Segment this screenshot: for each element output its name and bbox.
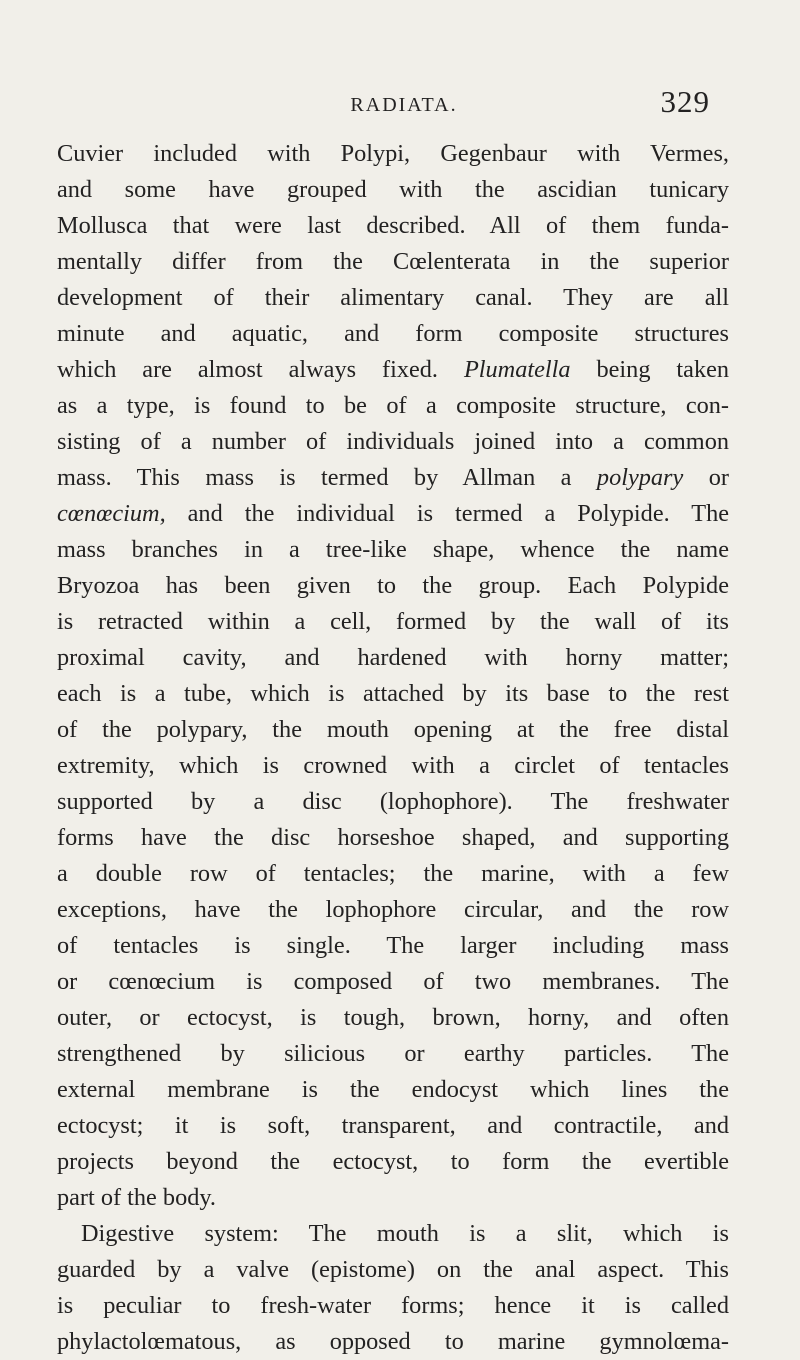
text-line: mentally differ from the Cœlenterata in the superior: [57, 248, 729, 275]
text-segment: being taken: [596, 356, 730, 383]
text-line: part of the body.: [57, 1184, 217, 1211]
text-line: is retracted within a cell, formed by the wall of its: [57, 608, 729, 635]
text-line: forms have the disc horseshoe shaped, and supporting: [57, 824, 729, 851]
text-line: of tentacles is single. The larger including mass: [57, 932, 729, 959]
text-line: ectocyst; it is soft, transparent, and contractile, and: [57, 1112, 729, 1139]
text-line: a double row of tentacles; the marine, with a few: [57, 860, 729, 887]
text-segment: or: [708, 464, 729, 491]
text-line: as a type, is found to be of a composite structure, con-: [57, 392, 729, 419]
page-number: 329: [660, 84, 710, 119]
text-line: mass branches in a tree-like shape, whence the name: [57, 536, 729, 563]
text-line: strengthened by silicious or earthy particles. The: [57, 1040, 729, 1067]
text-line: minute and aquatic, and form composite structures: [57, 320, 729, 347]
text-line: Mollusca that were last described. All of them funda-: [57, 212, 729, 239]
text-line: supported by a disc (lophophore). The freshwater: [57, 788, 729, 815]
text-line: [57, 460, 729, 496]
text-line: projects beyond the ectocyst, to form the evertible: [57, 1148, 729, 1175]
text-line: each is a tube, which is attached by its base to the rest: [57, 680, 729, 707]
italic-term: cœnœcium,: [57, 500, 166, 527]
text-line: guarded by a valve (epistome) on the anal aspect. This: [57, 1256, 729, 1283]
text-line: Bryozoa has been given to the group. Each Polypide: [57, 572, 729, 599]
text-line: development of their alimentary canal. They are all: [57, 284, 729, 311]
text-line: and some have grouped with the ascidian tunicary: [57, 176, 729, 203]
italic-term: polypary: [596, 464, 684, 491]
text-line: outer, or ectocyst, is tough, brown, horny, and often: [57, 1004, 729, 1031]
text-line: sisting of a number of individuals joined into a common: [57, 428, 729, 455]
text-line: of the polypary, the mouth opening at the free distal: [57, 716, 729, 743]
text-line: extremity, which is crowned with a circlet of tentacles: [57, 752, 729, 779]
running-head: [0, 84, 800, 124]
text-line: Digestive system: The mouth is a slit, which is: [81, 1220, 729, 1247]
body-text: [57, 136, 729, 1360]
text-segment: and the individual is termed a Polypide. The: [187, 500, 730, 527]
text-line: Cuvier included with Polypi, Gegenbaur with Vermes,: [57, 140, 729, 167]
text-line: [57, 352, 729, 388]
text-line: proximal cavity, and hardened with horny matter;: [57, 644, 729, 671]
italic-term: Plumatella: [463, 356, 571, 383]
text-line: external membrane is the endocyst which lines the: [57, 1076, 729, 1103]
text-segment: which are almost always fixed.: [57, 356, 438, 383]
text-line: exceptions, have the lophophore circular, and the row: [57, 896, 729, 923]
text-segment: mass. This mass is termed by Allman a: [57, 464, 572, 491]
running-title: RADIATA.: [350, 94, 458, 116]
text-line: [57, 496, 729, 532]
text-line: is peculiar to fresh-water forms; hence it is called: [57, 1292, 729, 1319]
text-line: phylactolœmatous, as opposed to marine gymnolœma-: [57, 1328, 729, 1355]
text-line: or cœnœcium is composed of two membranes. The: [57, 968, 729, 995]
